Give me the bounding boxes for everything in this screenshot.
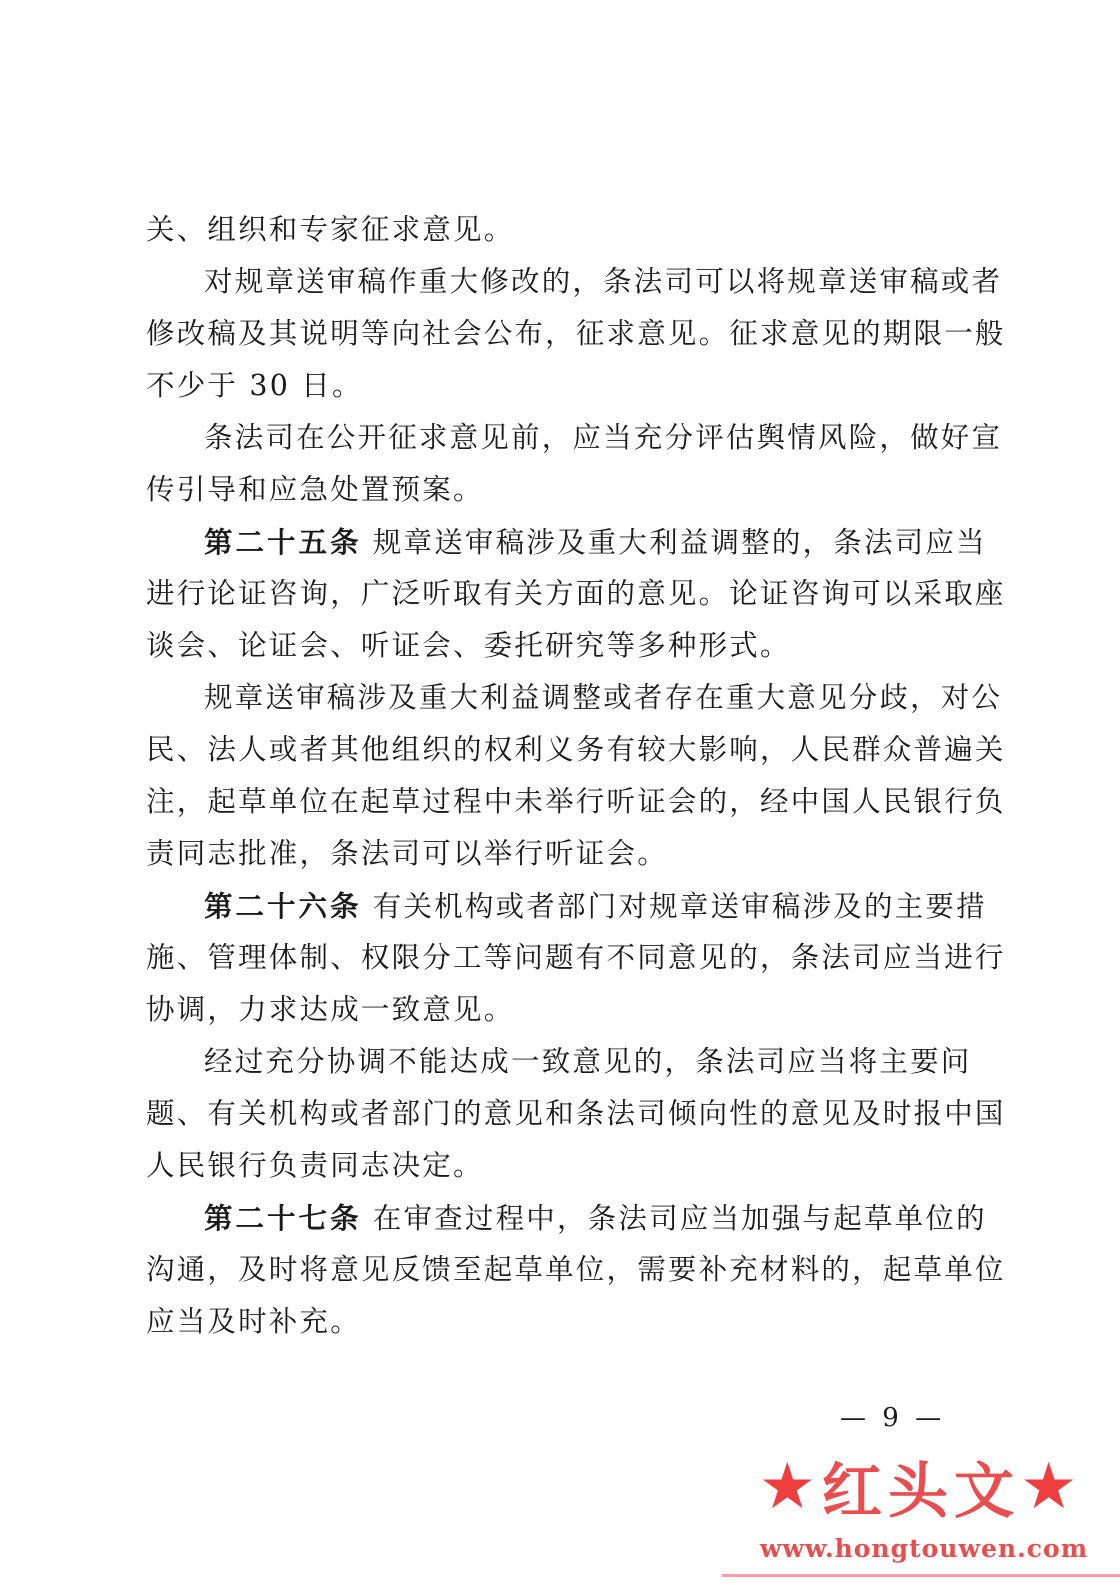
text-line: 传引导和应急处置预案。 — [146, 473, 484, 506]
article-25-first-line: 第二十五条 规章送审稿涉及重大利益调整的，条法司应当 — [204, 525, 987, 559]
text-line: 应当及时补充。 — [146, 1305, 361, 1338]
article-heading-26: 第二十六条 — [204, 889, 362, 923]
text-line: 修改稿及其说明等向社会公布，征求意见。征求意见的期限一般 — [146, 317, 1006, 350]
text-line: 关、组织和专家征求意见。 — [146, 213, 515, 246]
text-line: 题、有关机构或者部门的意见和条法司倾向性的意见及时报中国 — [146, 1097, 1006, 1130]
text-line: 对规章送审稿作重大修改的，条法司可以将规章送审稿或者 — [204, 265, 1003, 298]
watermark-underline — [722, 1574, 1120, 1577]
article-27-first-line: 第二十七条 在审查过程中，条法司应当加强与起草单位的 — [204, 1201, 987, 1235]
text-line: 谈会、论证会、听证会、委托研究等多种形式。 — [146, 629, 791, 662]
watermark-title-text: 红头文 — [822, 1457, 1020, 1527]
watermark — [722, 1446, 1120, 1585]
star-icon: ★ — [1020, 1450, 1084, 1524]
watermark-title — [722, 1446, 1120, 1528]
text-line: 注，起草单位在起草过程中未举行听证会的，经中国人民银行负 — [146, 785, 1006, 818]
article-heading-25: 第二十五条 — [204, 525, 362, 559]
text-line: 人民银行负责同志决定。 — [146, 1149, 484, 1182]
article-heading-27: 第二十七条 — [204, 1201, 362, 1235]
text-line: 民、法人或者其他组织的权利义务有较大影响，人民群众普遍关 — [146, 733, 1006, 766]
text-line: 规章送审稿涉及重大利益调整或者存在重大意见分歧，对公 — [204, 681, 1003, 714]
text-line: 不少于 30 日。 — [146, 369, 363, 402]
text-line: 协调，力求达成一致意见。 — [146, 993, 515, 1026]
text-line: 施、管理体制、权限分工等问题有不同意见的，条法司应当进行 — [146, 941, 1006, 974]
star-icon: ★ — [758, 1450, 822, 1524]
text-line: 经过充分协调不能达成一致意见的，条法司应当将主要问 — [204, 1045, 972, 1078]
text-line: 沟通，及时将意见反馈至起草单位，需要补充材料的，起草单位 — [146, 1253, 1006, 1286]
page-number: — 9 — — [840, 1403, 946, 1433]
watermark-url: www.hongtouwen.com — [759, 1534, 1089, 1563]
article-26-first-line: 第二十六条 有关机构或者部门对规章送审稿涉及的主要措 — [204, 889, 987, 923]
text-line: 进行论证咨询，广泛听取有关方面的意见。论证咨询可以采取座 — [146, 577, 1006, 610]
text-line: 责同志批准，条法司可以举行听证会。 — [146, 837, 668, 870]
text-line: 条法司在公开征求意见前，应当充分评估舆情风险，做好宣 — [204, 421, 1003, 454]
document-body — [146, 204, 1006, 1348]
